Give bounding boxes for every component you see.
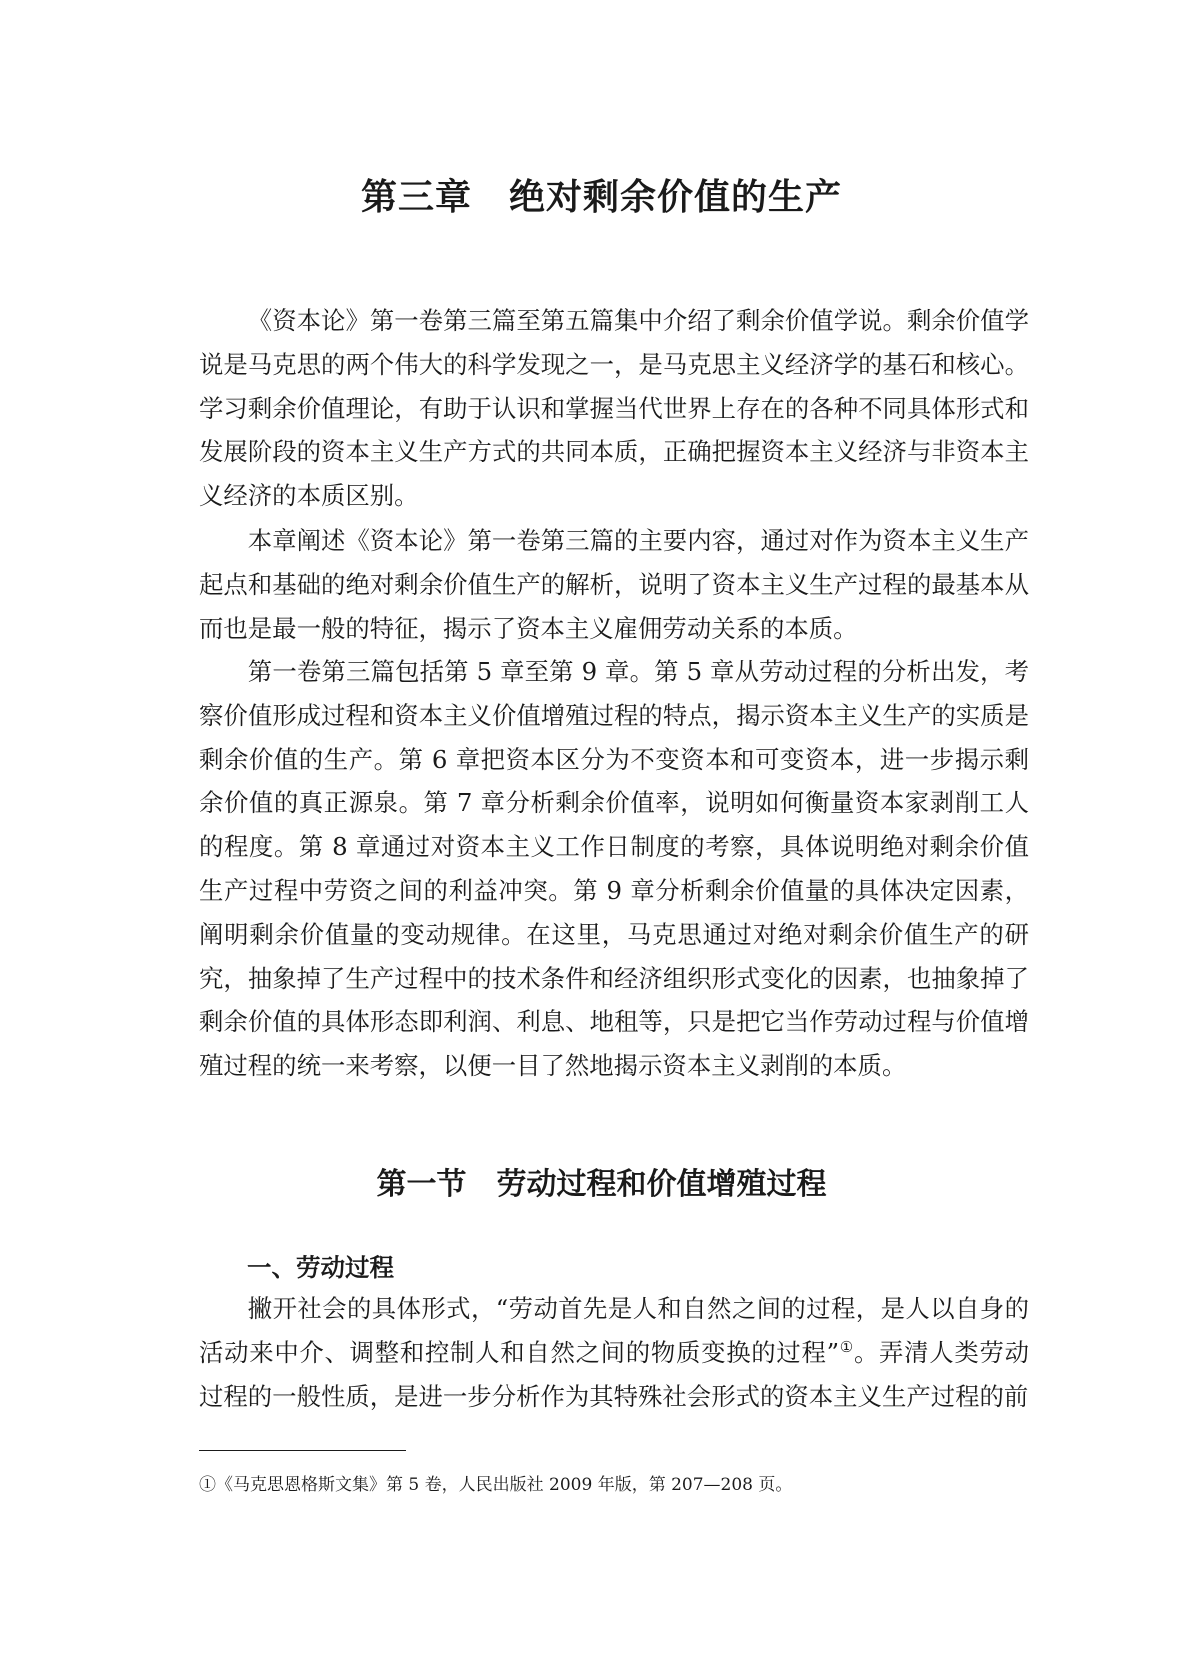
chapter-title: 第三章 绝对剩余价值的生产 (360, 177, 842, 218)
section-title: 第一节 劳动过程和价值增殖过程 (376, 1167, 827, 1202)
footnote: ①《马克思恩格斯文集》第 5 卷，人民出版社 2009 年版，第 207—208 页。 (199, 1475, 793, 1495)
intro-paragraph-2: 本章阐述《资本论》第一卷第三篇的主要内容，通过对作为资本主义生产起点和基础的绝对剩余价值生产的解析，说明了资本主义生产过程的最基本从而也是最一般的特征，揭示了资本主义雇佣劳动关系的本质。 (199, 526, 1029, 643)
footnote-divider (199, 1450, 406, 1451)
paragraph-text-before-footnote: 撇开社会的具体形式，“劳动首先是人和自然之间的过程，是人以自身的活动来中介、调整和控制人和自然之间的物质变换的过程” (199, 1294, 1029, 1367)
footnote-reference-mark: ① (839, 1337, 854, 1356)
intro-paragraph-3: 第一卷第三篇包括第 5 章至第 9 章。第 5 章从劳动过程的分析出发，考察价值形成过程和资本主义价值增殖过程的特点，揭示资本主义生产的实质是剩余价值的生产。第 6 章把资本区分为不变资本和可变资本，进一步揭示剩余价值的真正源泉。第 7 章分析剩余价值率，说明如何衡量资本家剥削工人的程度。第 8 章通过对资本主义工作日制度的考察，具体说明绝对剩余价值生产过程中劳资之间的利益冲突。第 9 章分析剩余价值量的具体决定因素，阐明剩余价值量的变动规律。在这里，马克思通过对绝对剩余价值生产的研究，抽象掉了生产过程中的技术条件和经济组织形式变化的因素，也抽象掉了剩余价值的具体形态即利润、利息、地租等，只是把它当作劳动过程与价值增殖过程的统一来考察，以便一目了然地揭示资本主义剥削的本质。 (199, 657, 1029, 1081)
paragraph-text-after-footnote: 。弄清人类劳动过程的一般性质，是进一步分析作为其特殊社会形式的资本主义生产过程的前 (199, 1337, 1029, 1411)
subsection-paragraph (199, 1287, 1029, 1418)
subsection-title: 一、劳动过程 (247, 1253, 394, 1282)
intro-paragraph-1: 《资本论》第一卷第三篇至第五篇集中介绍了剩余价值学说。剩余价值学说是马克思的两个伟大的科学发现之一，是马克思主义经济学的基石和核心。学习剩余价值理论，有助于认识和掌握当代世界上存在的各种不同具体形式和发展阶段的资本主义生产方式的共同本质，正确把握资本主义经济与非资本主义经济的本质区别。 (199, 306, 1029, 511)
